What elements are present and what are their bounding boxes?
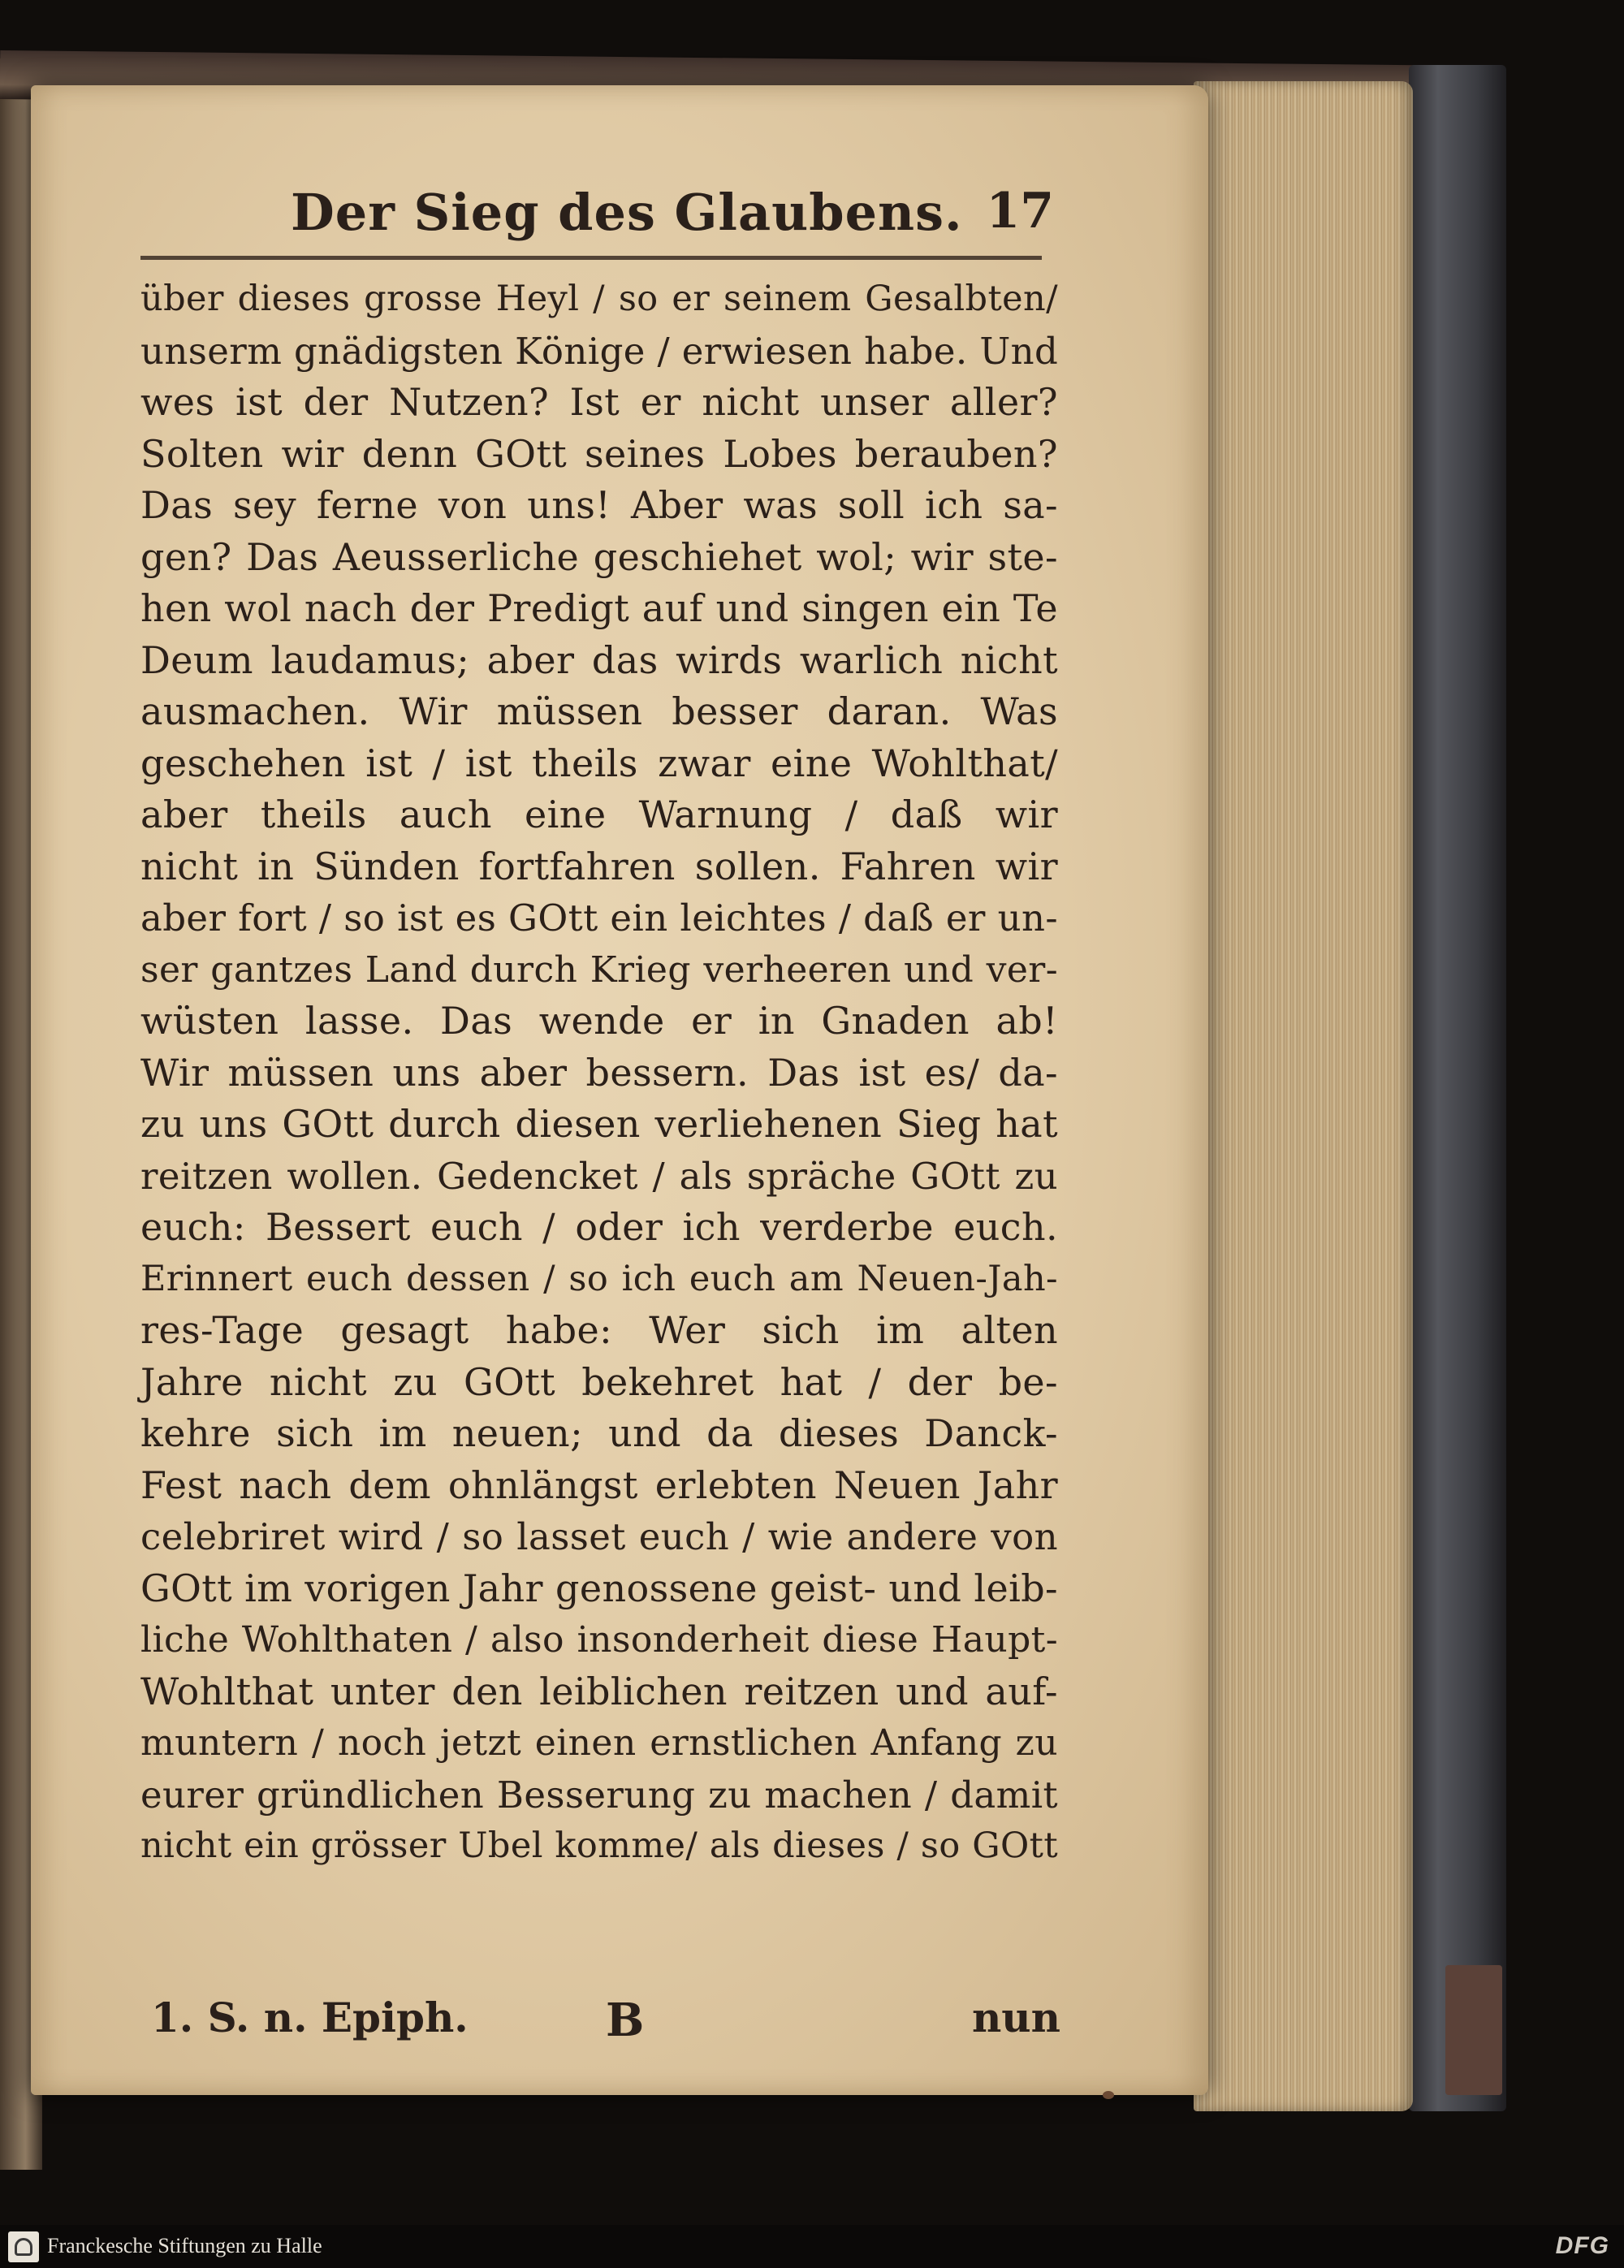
catchword: nun bbox=[971, 1994, 1060, 2041]
text-line: muntern / noch jetzt einen ernstlichen Anfang zu bbox=[140, 1722, 1058, 1764]
header-rule bbox=[140, 256, 1042, 260]
text-line: zu uns GOtt durch diesen verliehenen Sieg hat bbox=[140, 1102, 1058, 1146]
book-cover-strap bbox=[1445, 1965, 1502, 2095]
text-line: res-Tage gesagt habe: Wer sich im alten bbox=[140, 1308, 1058, 1352]
text-line: über dieses grosse Heyl / so er seinem Gesalbten/ bbox=[140, 279, 1058, 319]
book-cover-right bbox=[1409, 65, 1506, 2111]
dfg-logo: DFG bbox=[1555, 2232, 1609, 2259]
text-line: aber theils auch eine Warnung / daß wir bbox=[140, 793, 1058, 836]
body-text bbox=[140, 274, 1058, 1873]
book-page bbox=[31, 85, 1208, 2095]
text-line: liche Wohlthaten / also insonderheit diese Haupt- bbox=[140, 1619, 1058, 1661]
text-line: reitzen wollen. Gedencket / als spräche GOtt zu bbox=[140, 1154, 1058, 1198]
text-line: gen? Das Aeusserliche geschiehet wol; wir ste- bbox=[140, 534, 1058, 579]
text-line: kehre sich im neuen; und da dieses Danck- bbox=[140, 1411, 1058, 1455]
text-line: wes ist der Nutzen? Ist er nicht unser aller? bbox=[140, 380, 1058, 424]
running-head-title: Der Sieg des Glaubens. bbox=[291, 183, 963, 242]
text-line: GOtt im vorigen Jahr genossene geist- und leib- bbox=[140, 1566, 1058, 1610]
text-line: aber fort / so ist es GOtt ein leichtes / daß er un- bbox=[140, 896, 1058, 940]
text-line: Wir müssen uns aber bessern. Das ist es/ da- bbox=[140, 1050, 1058, 1095]
running-header bbox=[291, 183, 1054, 264]
text-line: wüsten lasse. Das wende er in Gnaden ab! bbox=[140, 999, 1058, 1043]
text-line: celebriret wird / so lasset euch / wie andere von bbox=[140, 1515, 1058, 1558]
gathering-mark: B bbox=[606, 1994, 645, 2047]
ink-blot bbox=[1103, 2091, 1114, 2099]
text-line: Erinnert euch dessen / so ich euch am Neuen-Jah- bbox=[140, 1258, 1058, 1299]
text-line: unserm gnädigsten Könige / erwiesen habe. Und bbox=[140, 329, 1059, 373]
text-line: Wohlthat unter den leiblichen reitzen und auf- bbox=[140, 1669, 1058, 1713]
page-footer bbox=[151, 1994, 1060, 2050]
text-line: Jahre nicht zu GOtt bekehret hat / der be- bbox=[140, 1359, 1058, 1404]
text-line: hen wol nach der Predigt auf und singen ein Te bbox=[140, 586, 1058, 630]
text-line: nicht in Sünden fortfahren sollen. Fahren wir bbox=[140, 844, 1058, 888]
text-line: ser gantzes Land durch Krieg verheeren und ver- bbox=[140, 948, 1058, 991]
text-line: Solten wir denn GOtt seines Lobes berauben? bbox=[140, 431, 1058, 476]
text-line: euch: Bessert euch / oder ich verderbe euch. bbox=[140, 1205, 1058, 1249]
text-line: Deum laudamus; aber das wirds warlich nicht bbox=[140, 637, 1058, 682]
text-line: Das sey ferne von uns! Aber was soll ich sa- bbox=[140, 483, 1058, 527]
text-line: ausmachen. Wir müssen besser daran. Was bbox=[140, 689, 1058, 733]
text-line: nicht ein grösser Ubel komme/ als dieses / so GOtt bbox=[140, 1825, 1058, 1866]
page-number: 17 bbox=[986, 183, 1054, 240]
institution-name: Franckesche Stiftungen zu Halle bbox=[47, 2234, 322, 2257]
text-line: geschehen ist / ist theils zwar eine Wohlthat/ bbox=[140, 741, 1058, 785]
text-line: Fest nach dem ohnlängst erlebten Neuen Jahr bbox=[140, 1462, 1058, 1507]
text-line: eurer gründlichen Besserung zu machen / damit bbox=[140, 1773, 1058, 1817]
institution-logo-icon bbox=[8, 2231, 39, 2262]
page-edges bbox=[1194, 81, 1413, 2111]
signature-line: 1. S. n. Epiph. bbox=[151, 1994, 469, 2041]
